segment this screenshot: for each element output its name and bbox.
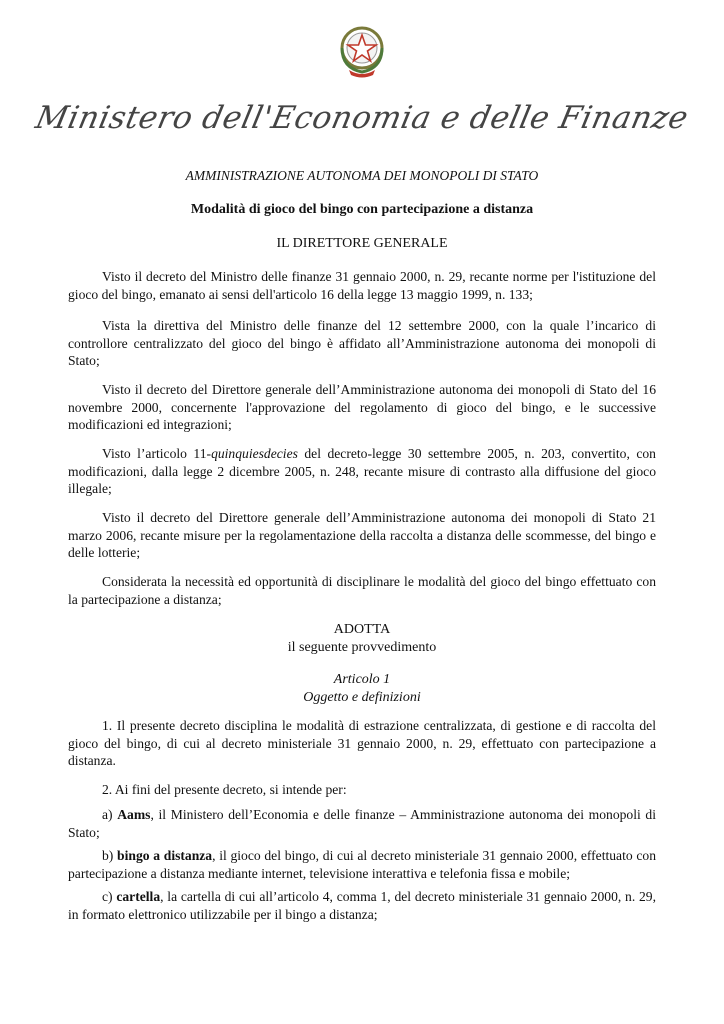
agency-name: AMMINISTRAZIONE AUTONOMA DEI MONOPOLI DI STATO bbox=[185, 168, 539, 183]
issuer-heading: IL DIRETTORE GENERALE bbox=[276, 236, 448, 251]
article-number: Articolo 1 bbox=[333, 672, 391, 687]
definition-item: c) cartella, la cartella di cui all’articolo 4, comma 1, del decreto ministeriale 31 gennaio 2000, n. 29, in formato elettronico utilizzabile per il bingo a distanza; bbox=[68, 889, 657, 922]
preamble-paragraph: Visto l’articolo 11-quinquiesdecies del decreto-legge 30 settembre 2005, n. 203, convertito, con modificazioni, dalla legge 2 dicembre 2005, n. 248, recante misure di contrasto alla diffusione del gioco illegale; bbox=[68, 446, 656, 496]
adotta-subtitle: il seguente provvedimento bbox=[287, 639, 437, 655]
document-title: Modalità di gioco del bingo con partecipazione a distanza bbox=[190, 202, 534, 217]
clause-paragraph: 1. Il presente decreto disciplina le modalità di estrazione centralizzata, di gestione e di raccolta del gioco del bingo, di cui al decreto ministeriale 31 gennaio 2000, n. 29, effettuato con partecipazione a distanza. bbox=[68, 718, 656, 768]
preamble-paragraph: Considerata la necessità ed opportunità di disciplinare le modalità del gioco del bingo effettuato con la partecipazione a distanza; bbox=[68, 574, 656, 607]
definition-item: b) bingo a distanza, il gioco del bingo, di cui al decreto ministeriale 31 gennaio 2000, effettuato con partecipazione a distanza mediante internet, televisione interattiva e telefonia fissa e mobile; bbox=[68, 848, 656, 881]
article-heading bbox=[0, 671, 724, 706]
clause-paragraph: 2. Ai fini del presente decreto, si intende per: bbox=[102, 782, 347, 797]
republic-emblem-icon bbox=[333, 22, 391, 80]
preamble-paragraph: Visto il decreto del Direttore generale dell’Amministrazione autonoma dei monopoli di Stato 21 marzo 2006, recante misure per la regolamentazione della raccolta a distanza delle scommesse, del bingo e delle lotterie; bbox=[68, 510, 656, 560]
adotta-title: ADOTTA bbox=[333, 622, 391, 637]
definition-item: a) Aams, il Ministero dell’Economia e delle finanze – Amministrazione autonoma dei monopoli di Stato; bbox=[68, 807, 657, 840]
preamble-paragraph: Vista la direttiva del Ministro delle finanze del 12 settembre 2000, con la quale l’incarico di controllore centralizzato del gioco del bingo è affidato all’Amministrazione autonoma dei monopoli di Stato; bbox=[68, 318, 656, 368]
adotta-heading bbox=[0, 621, 724, 656]
preamble-paragraph: Visto il decreto del Ministro delle finanze 31 gennaio 2000, n. 29, recante norme per l'istituzione del gioco del bingo, emanato ai sensi dell'articolo 16 della legge 13 maggio 1999, n. 133; bbox=[68, 269, 656, 302]
ministry-name: Ministero dell'Economia e delle Finanze bbox=[32, 100, 692, 136]
preamble-paragraph: Visto il decreto del Direttore generale dell’Amministrazione autonoma dei monopoli di Stato del 16 novembre 2000, concernente l'approvazione del regolamento di gioco del bingo, e le successive modificazioni ed integrazioni; bbox=[68, 382, 656, 432]
article-title: Oggetto e definizioni bbox=[303, 689, 421, 705]
